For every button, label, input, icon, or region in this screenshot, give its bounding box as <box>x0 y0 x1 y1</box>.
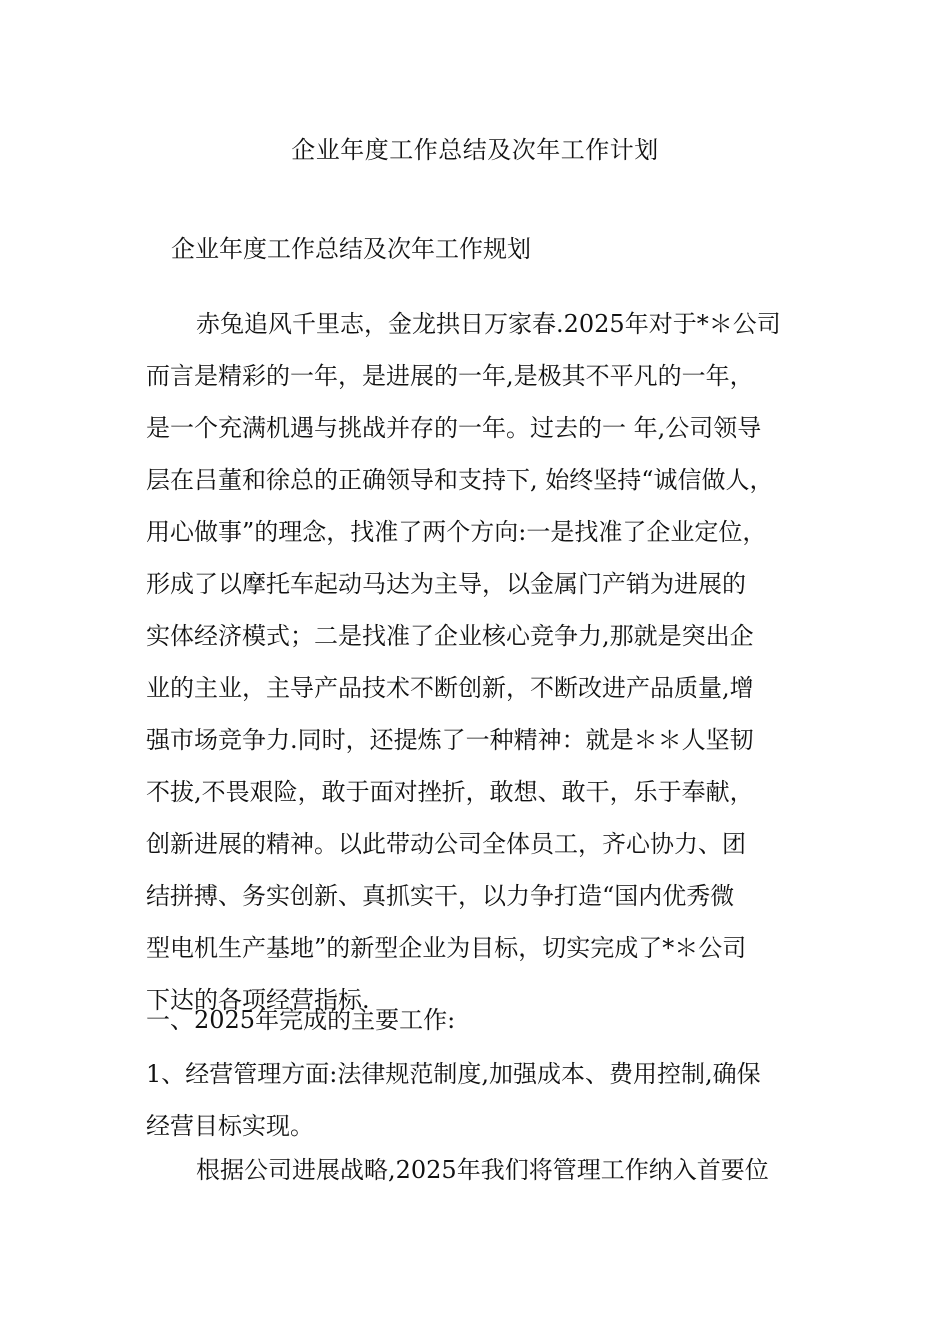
paragraph-line: 赤兔追风千里志，金龙拱日万家春.2025年对于*＊公司 <box>196 310 781 338</box>
paragraph-line: 型电机生产基地”的新型企业为目标，切实完成了*＊公司 <box>146 934 747 962</box>
paragraph-line: 用心做事”的理念，找准了两个方向:一是找准了企业定位， <box>146 518 767 546</box>
paragraph-line: 形成了以摩托车起动马达为主导，以金属门产销为进展的 <box>146 570 746 598</box>
list-item-line: 1、经营管理方面:法律规范制度,加强成本、费用控制,确保 <box>146 1060 761 1088</box>
paragraph-line: 实体经济模式；二是找准了企业核心竞争力,那就是突出企 <box>146 622 754 650</box>
paragraph-line: 结拼搏、务实创新、真抓实干，以力争打造“国内优秀微 <box>146 882 735 910</box>
paragraph-line: 层在吕董和徐总的正确领导和支持下, 始终坚持“诚信做人， <box>146 466 774 494</box>
list-item-line: 经营目标实现。 <box>146 1112 314 1140</box>
paragraph-line: 根据公司进展战略,2025年我们将管理工作纳入首要位 <box>196 1156 769 1184</box>
paragraph-line: 是一个充满机遇与挑战并存的一年。过去的一 年,公司领导 <box>146 414 762 442</box>
intro-paragraph <box>146 306 806 1034</box>
document-title: 企业年度工作总结及次年工作计划 <box>291 136 659 164</box>
paragraph-line: 不拔,不畏艰险，敢于面对挫折，敢想、敢干，乐于奉献， <box>146 778 754 806</box>
list-item <box>146 1056 806 1160</box>
paragraph-line: 下达的各项经营指标. <box>146 986 370 1014</box>
paragraph-line: 创新进展的精神。以此带动公司全体员工，齐心协力、团 <box>146 830 746 858</box>
section-heading <box>146 1002 806 1054</box>
paragraph-line: 业的主业，主导产品技术不断创新，不断改进产品质量,增 <box>146 674 754 702</box>
paragraph-line: 强市场竞争力.同时，还提炼了一种精神：就是＊＊人坚韧 <box>146 726 754 754</box>
paragraph-line: 而言是精彩的一年，是进展的一年,是极其不平凡的一年， <box>146 362 754 390</box>
body-paragraph <box>146 1152 806 1204</box>
document-subtitle: 企业年度工作总结及次年工作规划 <box>171 235 531 263</box>
section-heading-text: 一、2025年完成的主要工作: <box>146 1006 456 1034</box>
